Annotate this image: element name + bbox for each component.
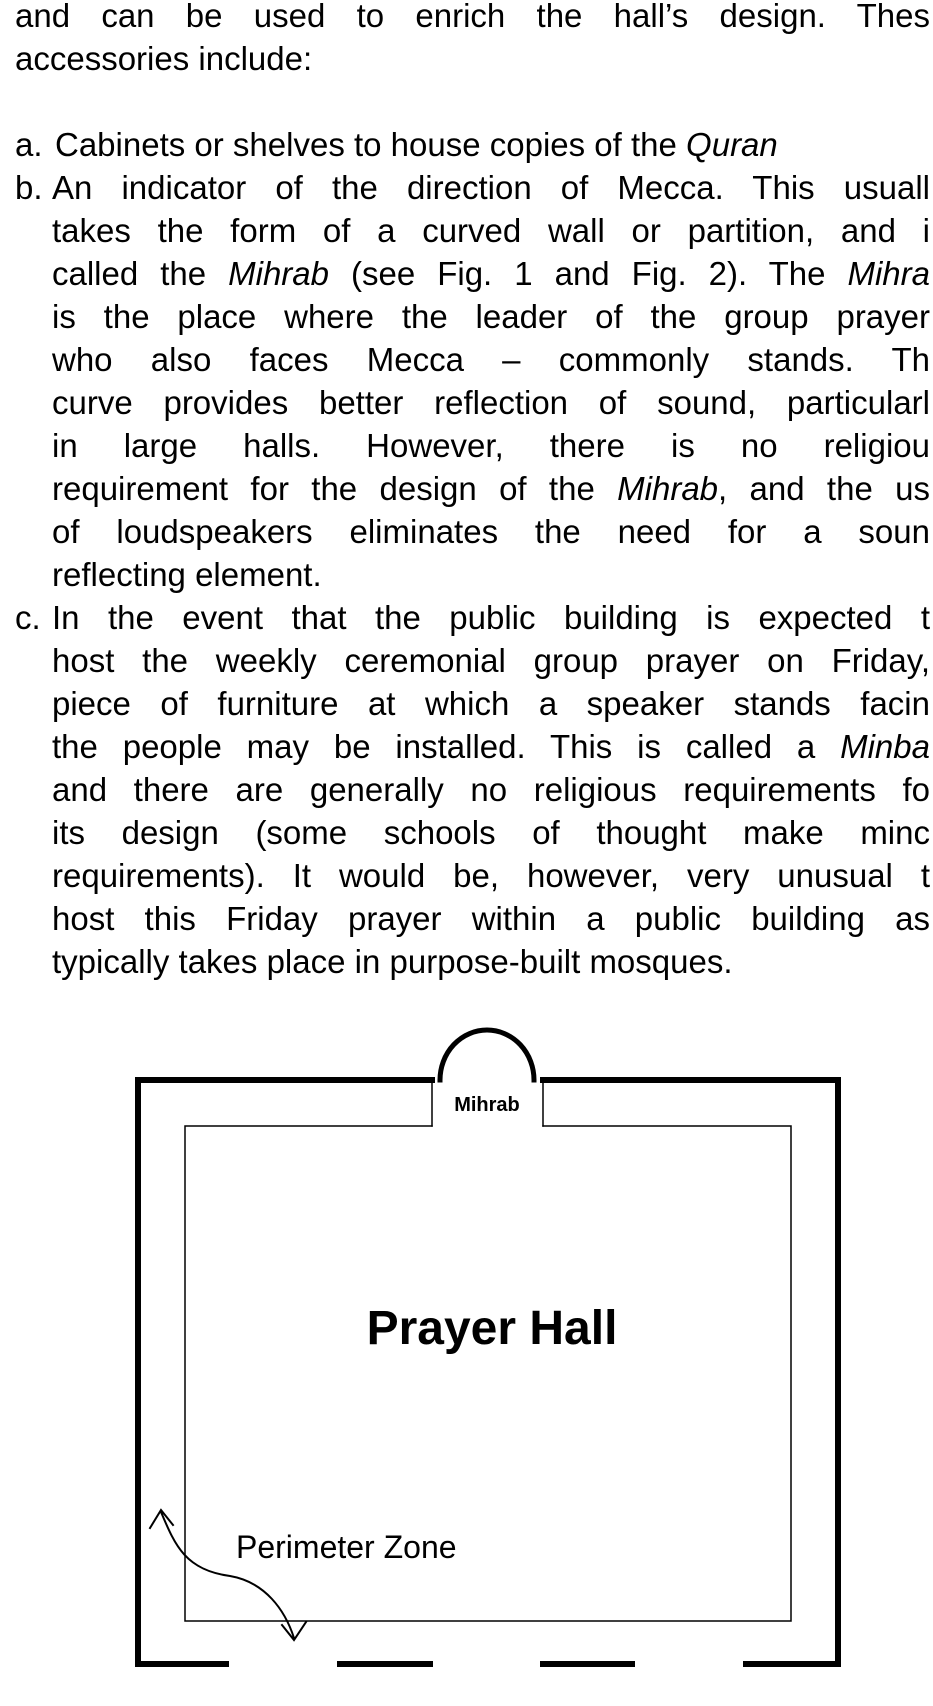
text-line: and there are generally no religious requirements fo <box>52 771 930 808</box>
text-line: called the Mihrab (see Fig. 1 and Fig. 2). The Mihra <box>52 255 930 292</box>
text-line: typically takes place in purpose-built mosques. <box>52 943 733 980</box>
list-marker: b. <box>15 169 43 206</box>
text-line: the people may be installed. This is called a Minba <box>52 728 930 765</box>
text-line: its design (some schools of thought make minc <box>52 814 930 851</box>
text-line: host this Friday prayer within a public building as <box>52 900 930 937</box>
list-item-a: Cabinets or shelves to house copies of the Quran <box>55 126 778 163</box>
text-line: host the weekly ceremonial group prayer on Friday, <box>52 642 930 679</box>
text-line: accessories include: <box>15 40 313 77</box>
text-line: takes the form of a curved wall or partition, and i <box>52 212 930 249</box>
text-line: who also faces Mecca – commonly stands. Th <box>52 341 930 378</box>
text-line: and can be used to enrich the hall’s design. Thes <box>15 0 930 34</box>
list-marker: a. <box>15 126 43 163</box>
text-line: In the event that the public building is expected t <box>52 599 930 636</box>
list-marker: c. <box>15 599 41 636</box>
text-line: of loudspeakers eliminates the need for a soun <box>52 513 930 550</box>
perimeter-zone-label: Perimeter Zone <box>236 1529 457 1565</box>
text-line: reflecting element. <box>52 556 322 593</box>
prayer-hall-label: Prayer Hall <box>366 1302 618 1355</box>
text-line: is the place where the leader of the group prayer <box>52 298 930 335</box>
text-line: in large halls. However, there is no religiou <box>52 427 930 464</box>
text-line: piece of furniture at which a speaker stands facin <box>52 685 930 722</box>
text-line: An indicator of the direction of Mecca. This usuall <box>52 169 930 206</box>
text-line: curve provides better reflection of sound, particularl <box>52 384 930 421</box>
text-line: requirements). It would be, however, very unusual t <box>52 857 930 894</box>
mihrab-arch <box>440 1030 534 1080</box>
text-line: requirement for the design of the Mihrab, and the us <box>52 470 931 507</box>
outer-wall <box>138 1080 838 1664</box>
mihrab-label: Mihrab <box>454 1094 520 1116</box>
